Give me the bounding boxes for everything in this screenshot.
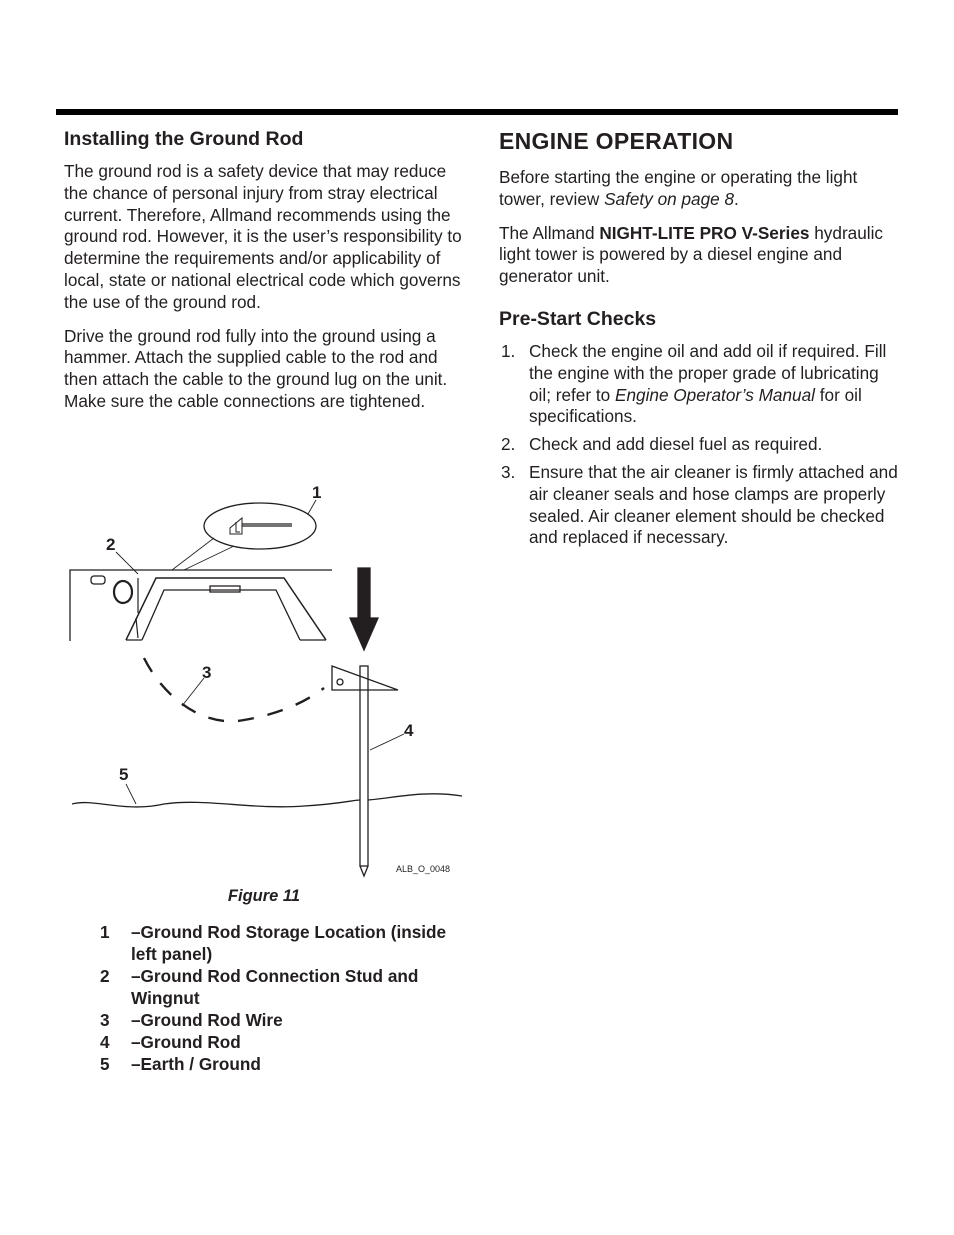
manual-reference: Engine Operator’s Manual (614, 384, 815, 405)
down-arrow (350, 568, 378, 650)
connection-stud (91, 576, 105, 584)
paragraph-ground-rod-purpose: The ground rod is a safety device that may reduce the chance of personal injury from stray electrical current. Therefore, Allmand recommends using the ground rod. However, it is the user’s responsibility to determine the requirements and/or applicability of local, state or national electrical code which governs the use of the ground rod. (64, 161, 462, 312)
ground-rod-figure (64, 478, 464, 878)
legend-item: 3 –Ground Rod Wire (100, 1010, 283, 1030)
legend-item: 1 –Ground Rod Storage Location (inside left panel) (100, 922, 447, 964)
safety-reference: Safety on page 8 (604, 188, 735, 209)
rod-head-plate (332, 666, 398, 690)
ground-rod-wire (144, 658, 324, 721)
legend-item: 4 –Ground Rod (100, 1032, 241, 1052)
leader-3 (182, 678, 204, 706)
tower-badge (210, 586, 240, 592)
leader-1 (308, 500, 316, 514)
paragraph-ground-rod-install: Drive the ground rod fully into the ground using a hammer. Attach the supplied cable to the rod and then attach the cable to the ground lug on the unit. Make sure the cable connections are tightened. (64, 325, 448, 411)
paragraph-intro: Before starting the engine or operating the light tower, review Safety on page 8. (499, 167, 858, 209)
callout-3: 3 (202, 663, 212, 682)
right-column (499, 128, 899, 555)
legend-item: 2 –Ground Rod Connection Stud and Wingnut (100, 966, 419, 1008)
wingnut-coil (114, 581, 132, 603)
ground-cable-stub (136, 578, 138, 638)
rod-shaft (360, 666, 368, 866)
image-code: ALB_O_0048 (396, 864, 451, 874)
leader-2 (116, 552, 138, 574)
callout-4: 4 (404, 721, 414, 740)
figure-legend (100, 921, 470, 1075)
leader-4 (370, 734, 404, 750)
ground-rod-illustration (64, 478, 464, 878)
ground-line (72, 794, 462, 807)
section-heading-engine-operation: ENGINE OPERATION (499, 128, 734, 154)
callout-2: 2 (106, 535, 116, 554)
list-item: 3. Ensure that the air cleaner is firmly attached and air cleaner seals and hose clamps are properly sealed. Air cleaner element should be checked and replaced if necessary. (501, 461, 898, 548)
callout-1: 1 (312, 483, 322, 502)
top-rule (56, 109, 898, 115)
callout-5: 5 (119, 765, 129, 784)
section-heading-ground-rod: Installing the Ground Rod (64, 128, 304, 150)
section-heading-pre-start: Pre-Start Checks (499, 307, 657, 330)
legend-item: 5 –Earth / Ground (100, 1054, 261, 1074)
leader-5 (126, 784, 136, 804)
product-name: NIGHT-LITE PRO V-Series (599, 222, 810, 243)
tower-body-outline (70, 570, 332, 641)
paragraph-tower: The Allmand NIGHT-LITE PRO V-Series hydraulic light tower is powered by a diesel engine and generator unit. (499, 222, 884, 287)
left-column (64, 128, 464, 425)
list-item: 2. Check and add diesel fuel as required. (501, 434, 823, 455)
stored-rod-head (230, 518, 242, 534)
callout-pointer (172, 538, 234, 570)
list-item: 1. Check the engine oil and add oil if required. Fill the engine with the proper grade of lubricating oil; refer to Engine Operator’s Manual for oil specifications. (501, 340, 887, 427)
rod-lug-hole (337, 679, 343, 685)
tower-frame-inner (142, 590, 300, 640)
figure-caption: Figure 11 (227, 887, 301, 905)
rod-tip (360, 866, 368, 876)
pre-start-checklist (499, 341, 899, 549)
